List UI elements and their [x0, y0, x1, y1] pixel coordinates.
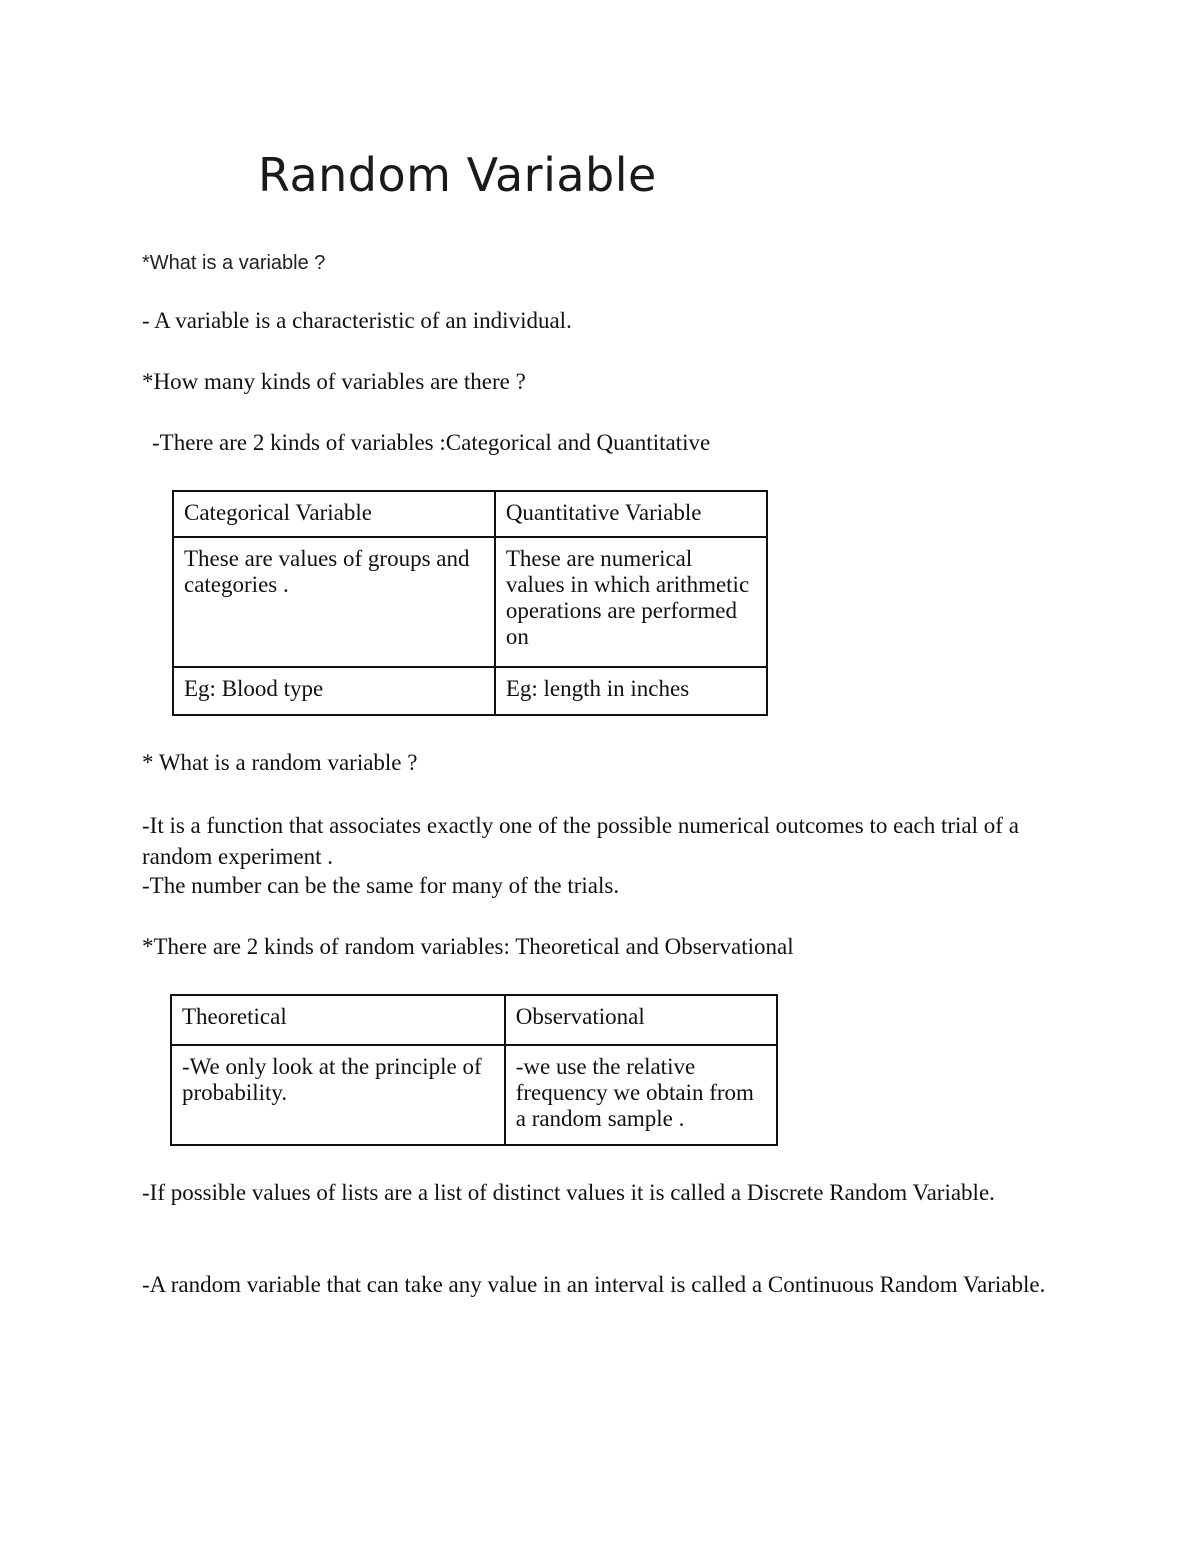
kinds-of-random-variables: *There are 2 kinds of random variables: Theoretical and Observational: [142, 934, 794, 959]
table-header-theoretical: Theoretical: [171, 995, 505, 1045]
question-random-variable: * What is a random variable ?: [142, 750, 418, 775]
question-kinds-of-variables: *How many kinds of variables are there ?: [142, 369, 526, 394]
answer-random-variable-note: -The number can be the same for many of the trials.: [142, 873, 620, 898]
random-variable-types-table: [170, 994, 778, 1146]
question-what-is-variable: *What is a variable ?: [142, 252, 326, 274]
table-header-row: [171, 995, 777, 1045]
answer-variable-definition: - A variable is a characteristic of an individual.: [142, 308, 572, 333]
answer-random-variable-definition: -It is a function that associates exactly one of the possible numerical outcomes to each trial of a random experiment .: [142, 813, 1019, 869]
table-cell-categorical-example: Eg: Blood type: [173, 667, 495, 715]
continuous-random-variable-definition: -A random variable that can take any value in an interval is called a Continuous Random Variable.: [142, 1272, 1046, 1297]
table-header-quantitative: Quantitative Variable: [495, 491, 767, 537]
table-row: [173, 537, 767, 667]
table-header-observational: Observational: [505, 995, 777, 1045]
table-header-categorical: Categorical Variable: [173, 491, 495, 537]
table-row: [173, 667, 767, 715]
table-cell-quantitative-definition: These are numerical values in which arithmetic operations are performed on: [495, 537, 767, 667]
table-cell-categorical-definition: These are values of groups and categories .: [173, 537, 495, 667]
variable-types-table: [172, 490, 768, 716]
answer-kinds-of-variables: -There are 2 kinds of variables :Categorical and Quantitative: [152, 430, 711, 455]
table-cell-theoretical-definition: -We only look at the principle of probability.: [171, 1045, 505, 1145]
table-cell-quantitative-example: Eg: length in inches: [495, 667, 767, 715]
table-header-row: [173, 491, 767, 537]
table-cell-observational-definition: -we use the relative frequency we obtain from a random sample .: [505, 1045, 777, 1145]
page-title: Random Variable: [258, 148, 657, 202]
table-row: [171, 1045, 777, 1145]
discrete-random-variable-definition: -If possible values of lists are a list of distinct values it is called a Discrete Random Variable.: [142, 1180, 995, 1205]
